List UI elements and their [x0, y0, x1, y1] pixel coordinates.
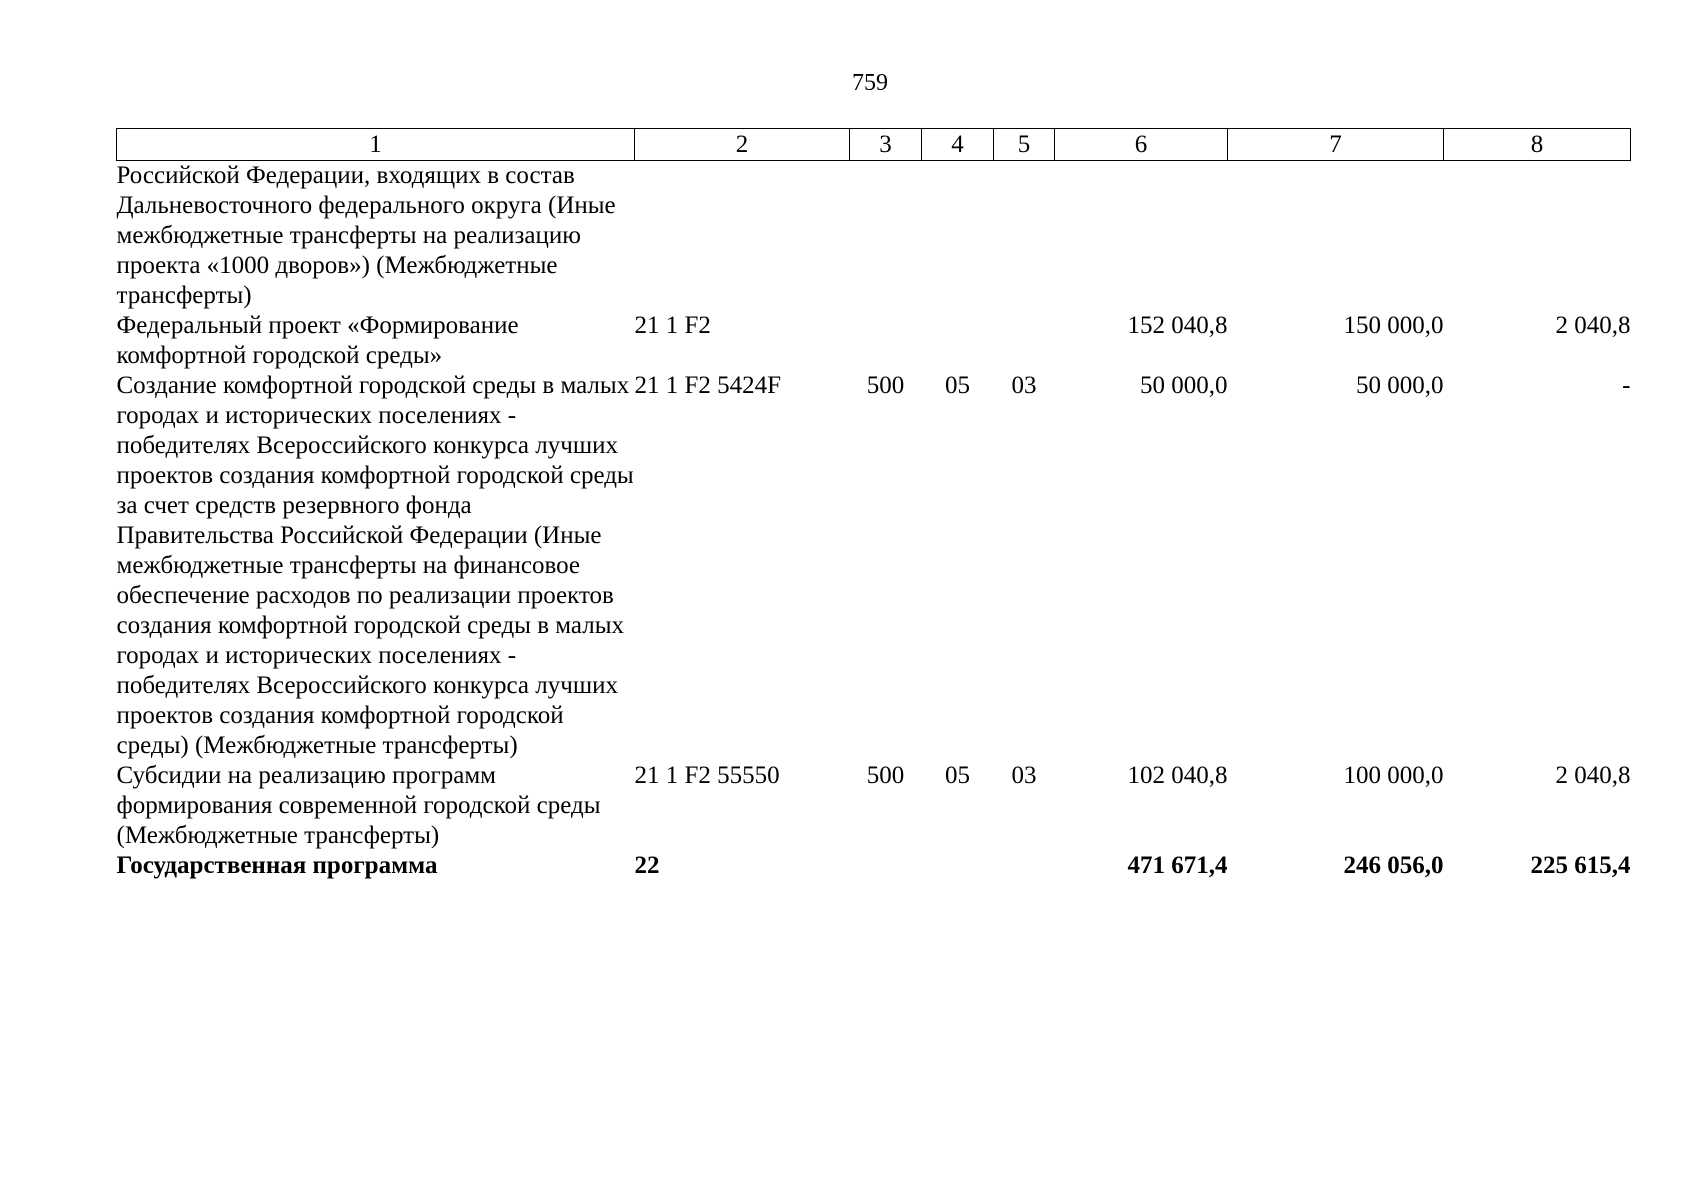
row-amount-col8: 225 615,4 — [1530, 852, 1631, 879]
row-target-code: 21 1 F2 5424F — [634, 372, 782, 399]
row-amount-col7: 150 000,0 — [1343, 312, 1444, 339]
column-header-1: 1 — [117, 129, 635, 161]
row-amount-col8: 2 040,8 — [1555, 762, 1631, 789]
column-header-6: 6 — [1055, 129, 1228, 161]
row-amount-col7: 100 000,0 — [1343, 762, 1444, 789]
row-section — [922, 161, 994, 312]
row-amount-col7: 246 056,0 — [1343, 852, 1444, 879]
row-name: Российской Федерации, входящих в состав Дальневосточного федерального округа (Иные межбюджетные трансферты на реализацию проекта «1000 дворов») (Межбюджетные трансферты) — [116, 162, 616, 309]
row-subsection — [994, 161, 1055, 312]
row-amount-col7: 50 000,0 — [1356, 372, 1444, 399]
row-section — [922, 311, 994, 371]
page-number: 759 — [852, 70, 888, 96]
row-amount-total: 152 040,8 — [1127, 312, 1228, 339]
row-expense-type: 500 — [866, 762, 905, 789]
row-expense-type — [850, 161, 922, 312]
row-amount-col8 — [1444, 161, 1631, 312]
column-header-7: 7 — [1228, 129, 1444, 161]
row-target-code: 21 1 F2 55550 — [634, 762, 780, 789]
row-name: Субсидии на реализацию программ формирования современной городской среды (Межбюджетные трансферты) — [116, 762, 601, 849]
row-expense-type — [850, 311, 922, 371]
row-subsection: 03 — [1011, 372, 1037, 399]
row-subsection — [994, 311, 1055, 371]
budget-table — [116, 128, 1631, 881]
column-header-2: 2 — [635, 129, 850, 161]
row-amount-total: 50 000,0 — [1140, 372, 1228, 399]
row-name: Создание комфортной городской среды в малых городах и исторических поселениях - победителях Всероссийского конкурса лучших проектов создания комфортной городской среды за счет средств резервного фонда Правительства Российской Федерации (Иные межбюджетные трансферты на финансовое обеспечение расходов по реализации проектов создания комфортной городской среды в малых городах и исторических поселениях - победителях Всероссийского конкурса лучших проектов создания комфортной городской среды) (Межбюджетные трансферты) — [116, 372, 634, 759]
row-amount-col8: 2 040,8 — [1555, 312, 1631, 339]
row-amount-col7 — [1228, 161, 1444, 312]
column-header-4: 4 — [922, 129, 994, 161]
row-target-code — [635, 161, 850, 312]
table-row-program-total — [117, 851, 1631, 881]
row-name: Федеральный проект «Формирование комфортной городской среды» — [116, 312, 519, 369]
row-subsection: 03 — [1011, 762, 1037, 789]
table-row — [117, 371, 1631, 761]
row-name: Государственная программа — [116, 852, 438, 879]
column-number-header-row — [117, 129, 1631, 161]
row-subsection — [994, 851, 1055, 881]
table-row — [117, 761, 1631, 851]
row-expense-type: 500 — [866, 372, 905, 399]
column-header-8: 8 — [1444, 129, 1631, 161]
table-row — [117, 161, 1631, 312]
row-target-code: 21 1 F2 — [634, 312, 711, 339]
row-target-code: 22 — [634, 852, 660, 879]
row-amount-total: 102 040,8 — [1127, 762, 1228, 789]
row-amount-col8: - — [1622, 372, 1631, 399]
column-header-3: 3 — [850, 129, 922, 161]
row-section: 05 — [945, 372, 970, 399]
row-amount-total — [1055, 161, 1228, 312]
row-amount-total: 471 671,4 — [1127, 852, 1228, 879]
column-header-5: 5 — [994, 129, 1055, 161]
row-section — [922, 851, 994, 881]
table-row — [117, 311, 1631, 371]
row-section: 05 — [945, 762, 970, 789]
row-expense-type — [850, 851, 922, 881]
